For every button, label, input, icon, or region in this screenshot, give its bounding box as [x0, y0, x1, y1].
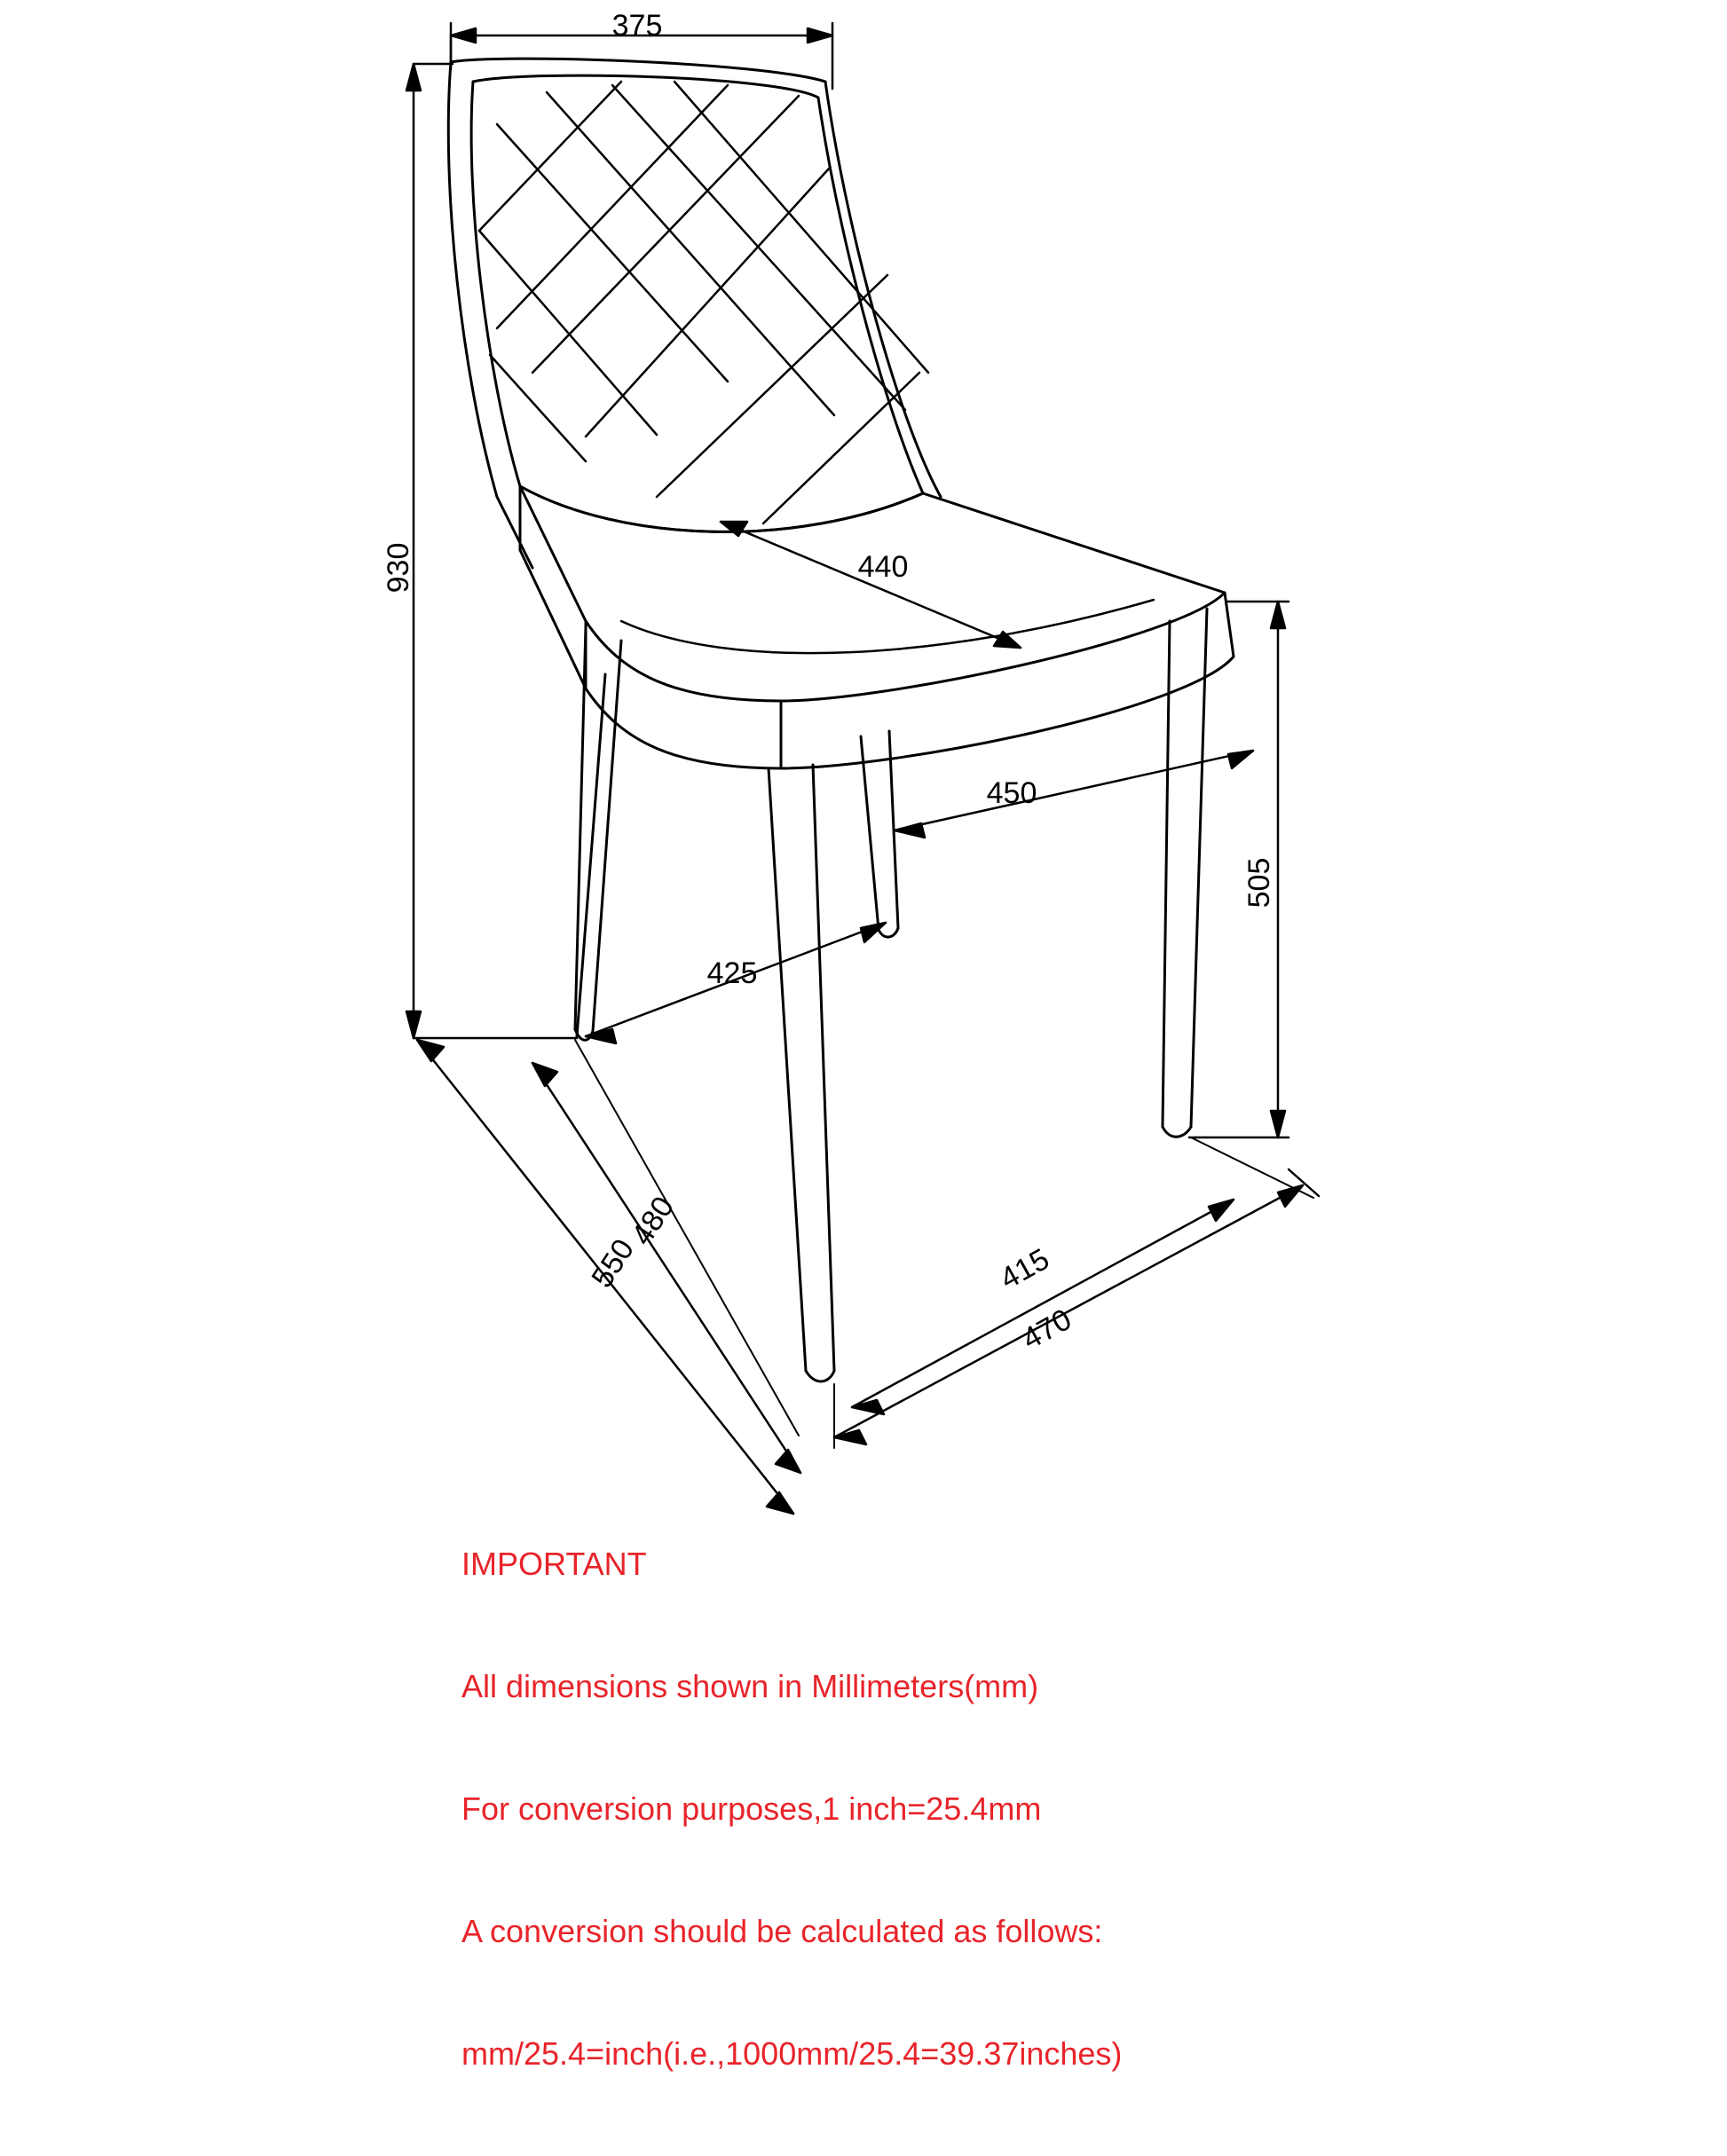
notes-line-2: For conversion purposes,1 inch=25.4mm	[461, 1790, 1042, 1827]
dimension-480	[532, 1063, 800, 1473]
dimension-label-470: 470	[1016, 1302, 1077, 1357]
notes-line-1: All dimensions shown in Millimeters(mm)	[461, 1668, 1039, 1704]
dimension-label-450: 450	[986, 776, 1037, 810]
notes-line-4: mm/25.4=inch(i.e.,1000mm/25.4=39.37inches)	[461, 2035, 1123, 2072]
dimension-label-505: 505	[1242, 857, 1276, 909]
dimension-label-375: 375	[611, 9, 663, 43]
notes-heading: IMPORTANT	[461, 1546, 647, 1582]
dimension-label-415: 415	[994, 1242, 1055, 1296]
notes-line-3: A conversion should be calculated as follows:	[461, 1913, 1103, 1949]
chair-seat-outline	[520, 486, 1234, 768]
dimension-label-930: 930	[382, 542, 415, 594]
dimension-415	[852, 1200, 1234, 1414]
extension-lines	[575, 1040, 1313, 1448]
dimension-label-550: 550	[585, 1232, 642, 1294]
dimension-470	[834, 1169, 1319, 1444]
dimension-label-440: 440	[857, 550, 909, 584]
dimension-440	[721, 522, 1021, 648]
dimension-label-425: 425	[706, 956, 758, 990]
dimension-label-480: 480	[625, 1190, 682, 1252]
important-notes	[461, 1462, 1122, 2156]
